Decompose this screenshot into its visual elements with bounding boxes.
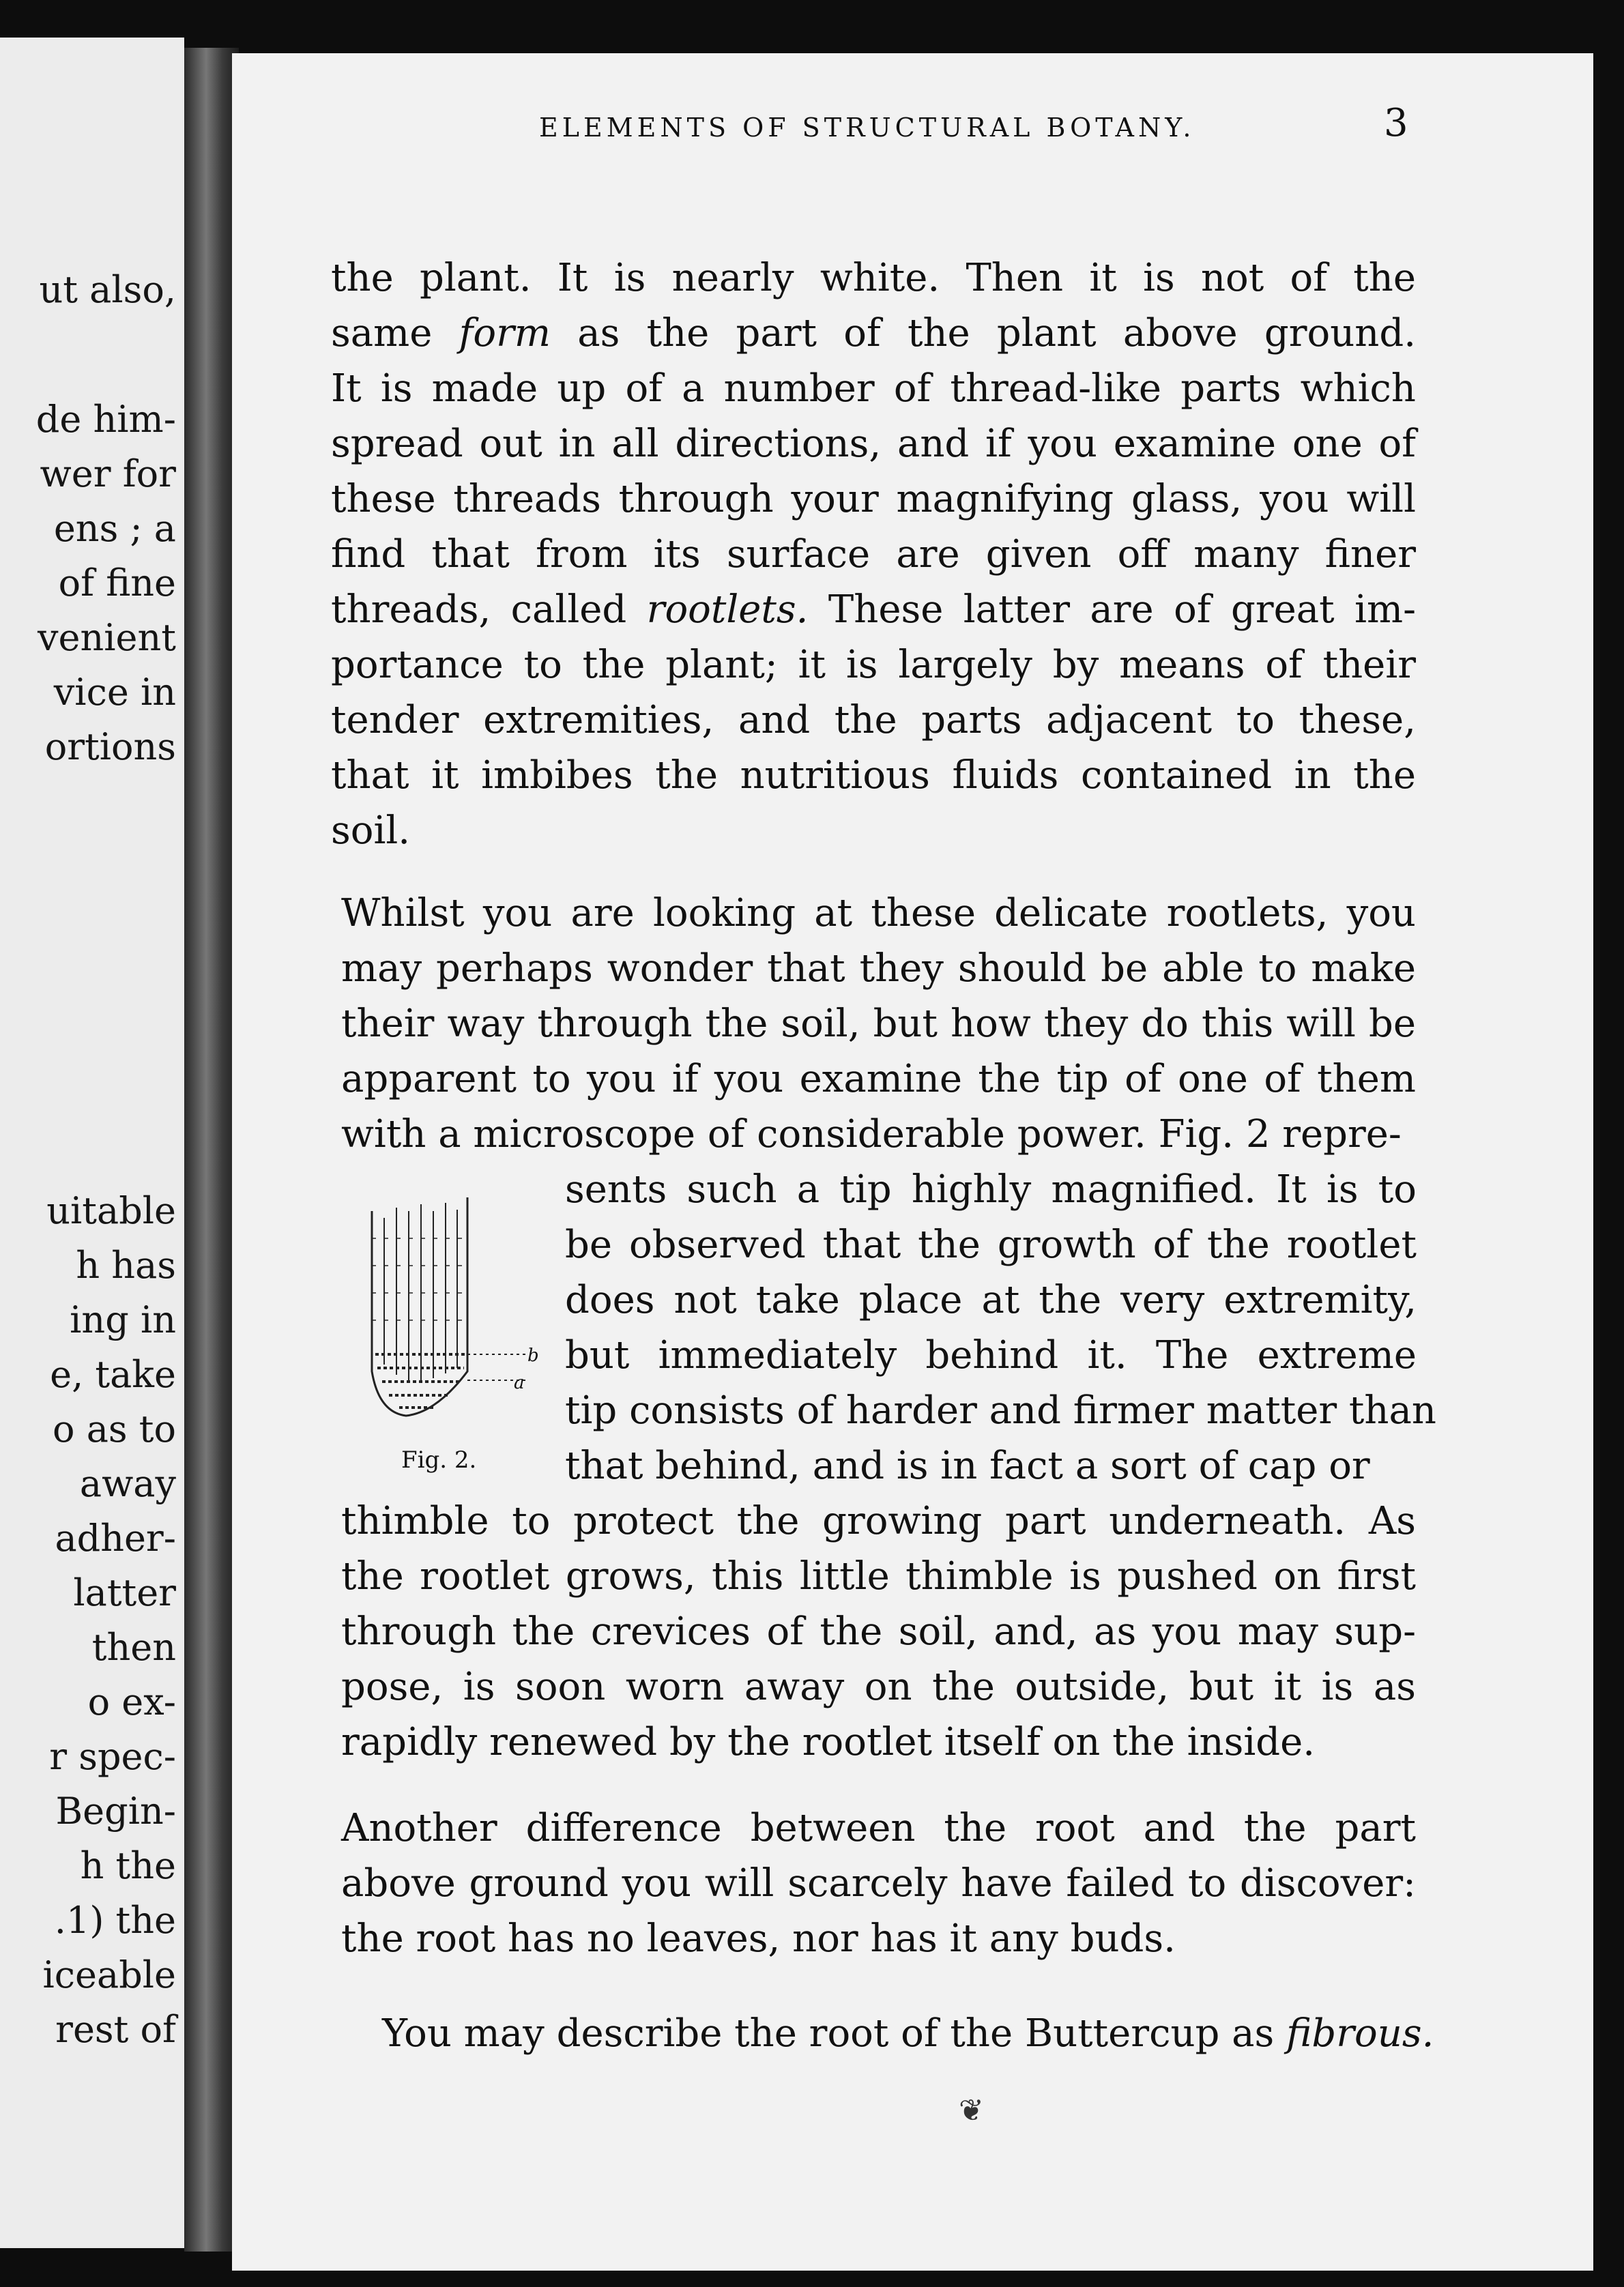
paragraph-2-rest [341,1494,1416,1770]
left-page-line: r spec- [49,1735,176,1778]
root-tip-figure [358,1191,539,1423]
text-line: You may describe the root of the Buttercup as fibrous. [382,2011,1434,2056]
text-line: portance to the plant; it is largely by means of their [331,643,1416,687]
left-page-line: e, take [50,1353,176,1396]
paragraph-4 [382,2006,1434,2061]
left-page-line: rest of [55,2008,176,2051]
text-line: be observed that the growth of the rootlet [565,1223,1417,1267]
left-page-line: h has [76,1244,176,1287]
text-line: above ground you will scarcely have failed to discover: [341,1861,1416,1906]
text-line: spread out in all directions, and if you examine one of [331,422,1416,466]
text-line: tip consists of harder and firmer matter than [565,1388,1436,1433]
left-page-line: adher- [55,1517,176,1560]
left-page-line: h the [80,1844,176,1887]
text-line: their way through the soil, but how they do this will be [341,1002,1416,1046]
left-page-line: then [91,1626,176,1669]
left-page-line: .1) the [54,1899,176,1942]
left-page-line: venient [38,616,176,659]
paragraph-2-full [341,886,1416,1162]
left-facing-page [0,38,184,2248]
left-page-line: wer for [40,452,176,495]
figure-label-b: b [527,1345,539,1366]
text-line: sents such a tip highly magnified. It is to [565,1167,1417,1212]
text-line: tender extremities, and the parts adjacent to these, [331,698,1416,742]
left-page-line: ing in [70,1298,176,1341]
book-spine [184,48,239,2252]
text-line: with a microscope of considerable power. Fig. 2 repre- [341,1112,1402,1156]
text-line: threads, called rootlets. These latter are of great im- [331,587,1416,632]
left-page-line: latter [73,1571,176,1614]
text-line: that behind, and is in fact a sort of cap or [565,1444,1370,1488]
left-page-line: ens ; a [53,507,176,550]
left-page-line: away [79,1462,176,1505]
figure-caption: Fig. 2. [401,1446,477,1474]
text-line: find that from its surface are given off many finer [331,532,1416,577]
text-line: apparent to you if you examine the tip of one of them [341,1057,1416,1101]
page-number: 3 [1384,101,1408,145]
text-line: that it imbibes the nutritious fluids contained in the [331,753,1416,798]
text-line: It is made up of a number of thread-like parts which [331,366,1416,411]
text-line: same form as the part of the plant above ground. [331,311,1416,355]
text-line: the root has no leaves, nor has it any buds. [341,1917,1176,1961]
left-page-line: o as to [53,1408,176,1451]
text-line: Another difference between the root and the part [341,1806,1416,1850]
printer-ornament: ❦ [959,2093,984,2128]
text-line: does not take place at the very extremity, [565,1278,1417,1322]
text-line: pose, is soon worn away on the outside, but it is as [341,1665,1416,1709]
paragraph-3 [341,1801,1416,1966]
left-page-line: vice in [53,671,176,714]
left-page-line: iceable [42,1953,176,1996]
text-line: soil. [331,809,411,853]
paragraph-2-wrapped [565,1162,1436,1494]
left-page-line: uitable [46,1189,176,1232]
text-line: the plant. It is nearly white. Then it is not of the [331,256,1416,300]
text-line: through the crevices of the soil, and, as you may sup- [341,1609,1416,1654]
text-line: rapidly renewed by the rootlet itself on the inside. [341,1720,1316,1764]
left-page-line: de him- [35,398,176,441]
text-line: the rootlet grows, this little thimble is pushed on first [341,1554,1416,1599]
left-page-line: ut also, [39,268,176,311]
left-page-line: of fine [58,562,176,604]
left-page-line: Begin- [55,1790,176,1833]
running-head: ELEMENTS OF STRUCTURAL BOTANY. [539,113,1195,143]
paragraph-1 [331,250,1416,858]
left-page-line: ortions [44,725,176,768]
figure-label-a: a [514,1373,525,1393]
text-line: but immediately behind it. The extreme [565,1333,1417,1378]
text-line: Whilst you are looking at these delicate rootlets, you [341,891,1416,935]
text-line: may perhaps wonder that they should be able to make [341,946,1416,991]
text-line: these threads through your magnifying glass, you will [331,477,1416,521]
text-line: thimble to protect the growing part underneath. As [341,1499,1416,1543]
left-page-line: o ex- [87,1680,176,1723]
